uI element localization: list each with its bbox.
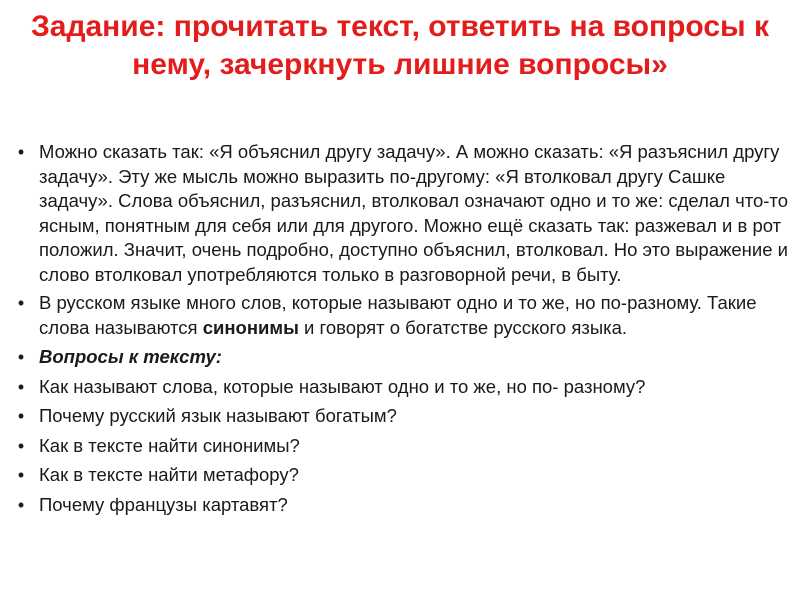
- list-item-question: [14, 375, 790, 400]
- list-item-paragraph-2: [14, 291, 790, 340]
- list-item-question: [14, 463, 790, 488]
- list-item-paragraph-1: [14, 140, 790, 287]
- question-text: Как в тексте найти метафору?: [39, 464, 299, 485]
- question-text: Почему русский язык называют богатым?: [39, 405, 397, 426]
- bullet-icon: •: [17, 494, 25, 515]
- slide-title: Задание: прочитать текст, ответить на вопросы к нему, зачеркнуть лишние вопросы»: [30, 10, 770, 81]
- question-text: Как называют слова, которые называют одно и то же, но по- разному?: [39, 375, 646, 397]
- paragraph-text-before: В русском языке много слов, которые называют одно и то же, но по-разному. Такие слова называются: [39, 292, 757, 338]
- question-text: Почему французы картавят?: [39, 493, 288, 515]
- bullet-icon: •: [17, 435, 25, 456]
- question-text: Как в тексте найти синонимы?: [39, 434, 300, 456]
- bullet-icon: •: [17, 347, 25, 367]
- keyword-synonyms: синонимы: [202, 316, 299, 338]
- paragraph-text: Можно сказать так: «Я объяснил другу задачу». А можно сказать: «Я разъяснил другу задачу». Эту же мысль можно выразить по-другому: «Я втолковал другу Сашке задачу». Слова объяснил, разъяснил, втолковал означают одно и то же: сделал что-то ясным, понятным для себя или для другого. Можно ещё сказать так: разжевал и в рот положил. Значит, очень подробно, доступно объяснил, втолковал. Но это выражение и слово втолковал употребляются только в разговорной речи, в быту.: [39, 141, 788, 285]
- bullet-icon: •: [17, 142, 25, 162]
- bullet-icon: •: [17, 376, 25, 397]
- bullet-icon: •: [17, 406, 25, 426]
- bullet-list: [14, 140, 790, 517]
- list-item-question: [14, 434, 790, 459]
- list-item-question: [14, 493, 790, 518]
- list-item-question: [14, 404, 790, 429]
- questions-heading: Вопросы к тексту:: [39, 346, 222, 367]
- bullet-icon: •: [17, 293, 25, 313]
- bullet-icon: •: [17, 465, 25, 485]
- list-item-questions-heading: [14, 345, 790, 370]
- paragraph-text-after: и говорят о богатстве русского языка.: [298, 316, 628, 338]
